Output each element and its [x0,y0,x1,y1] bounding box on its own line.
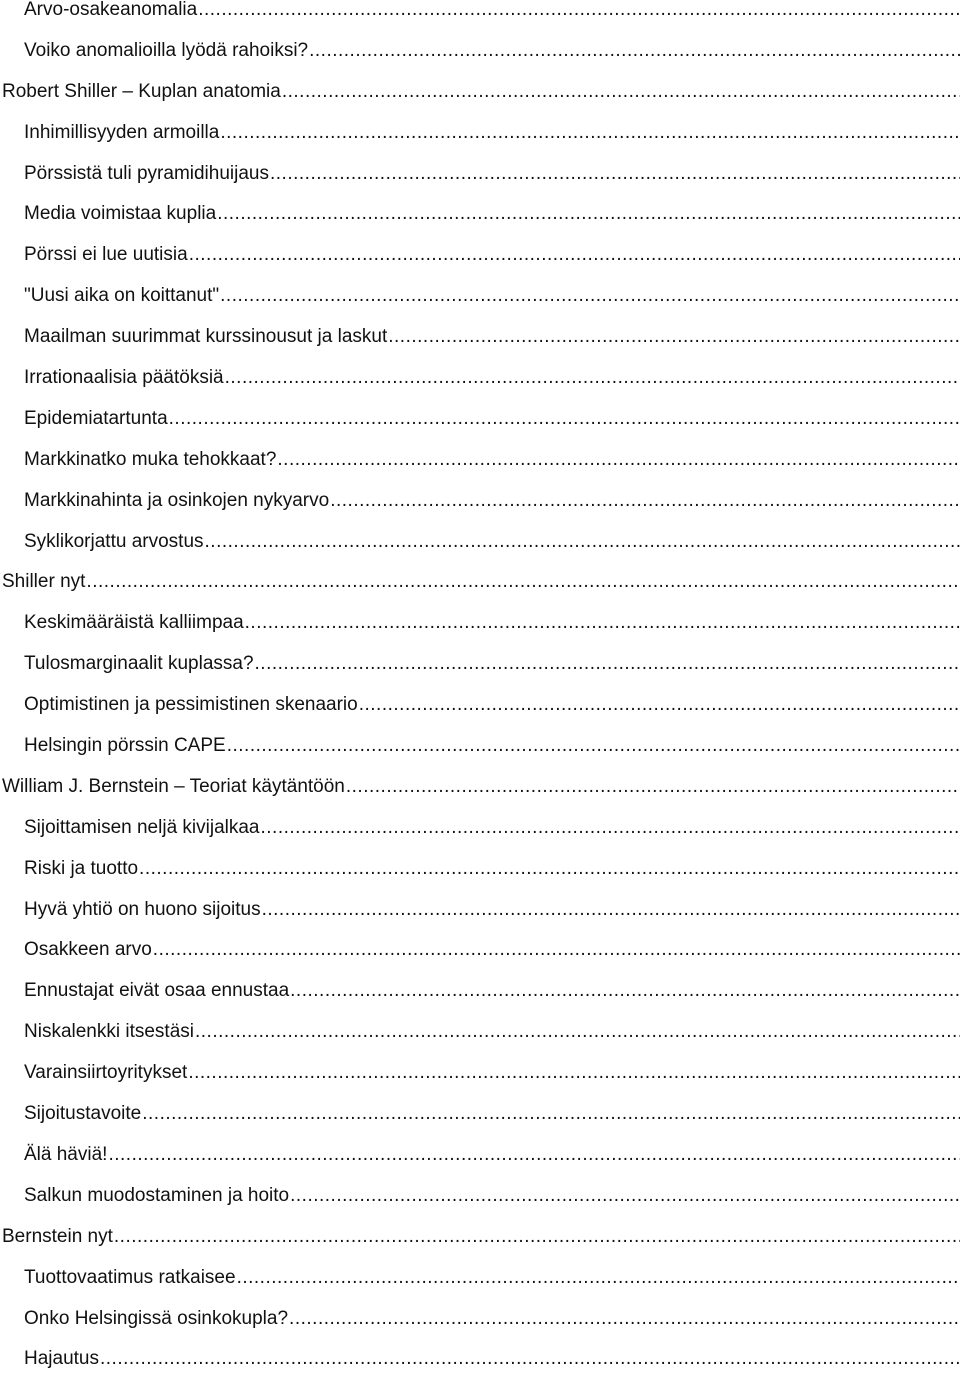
toc-dot-leader [387,317,960,358]
toc-entry-title: Niskalenkki itsestäsi [24,1012,194,1053]
toc-dot-leader [141,1094,960,1135]
toc-entry-title: Älä häviä! [24,1135,107,1176]
toc-entry-title: Maailman suurimmat kurssinousut ja laskut [24,317,387,358]
toc-entry-title: Arvo-osakeanomalia [24,0,197,31]
toc-entry-title: Markkinatko muka tehokkaat? [24,440,276,481]
toc-entry[interactable] [0,971,960,1012]
toc-dot-leader [219,276,960,317]
toc-entry[interactable] [0,562,960,603]
toc-entry[interactable] [0,399,960,440]
toc-entry[interactable] [0,72,960,113]
toc-entry[interactable] [0,767,960,808]
toc-dot-leader [152,930,960,971]
toc-entry[interactable] [0,1217,960,1258]
toc-dot-leader [276,440,960,481]
toc-entry-title: Media voimistaa kuplia [24,194,216,235]
toc-dot-leader [138,849,960,890]
toc-entry-title: Salkun muodostaminen ja hoito [24,1176,289,1217]
toc-entry[interactable] [0,1299,960,1340]
toc-dot-leader [345,767,960,808]
toc-dot-leader [288,1299,960,1340]
toc-dot-leader [329,481,960,522]
toc-entry[interactable] [0,890,960,931]
toc-entry[interactable] [0,808,960,849]
toc-dot-leader [187,1053,960,1094]
toc-entry-title: Tuottovaatimus ratkaisee [24,1258,236,1299]
toc-entry[interactable] [0,1012,960,1053]
toc-entry-title: "Uusi aika on koittanut" [24,276,219,317]
toc-dot-leader [281,72,960,113]
toc-entry-title: Helsingin pörssin CAPE [24,726,226,767]
toc-dot-leader [107,1135,960,1176]
toc-entry-title: Sijoitustavoite [24,1094,141,1135]
toc-dot-leader [289,971,960,1012]
toc-entry[interactable] [0,849,960,890]
toc-dot-leader [113,1217,960,1258]
toc-entry-title: Optimistinen ja pessimistinen skenaario [24,685,358,726]
toc-dot-leader [236,1258,960,1299]
toc-dot-leader [244,603,960,644]
toc-entry[interactable] [0,154,960,195]
toc-entry[interactable] [0,113,960,154]
toc-dot-leader [194,1012,960,1053]
toc-entry-title: Robert Shiller – Kuplan anatomia [2,72,281,113]
toc-dot-leader [224,358,960,399]
toc-dot-leader [219,113,960,154]
toc-entry[interactable] [0,1258,960,1299]
toc-dot-leader [260,808,960,849]
toc-entry[interactable] [0,644,960,685]
toc-entry-title: Varainsiirtoyritykset [24,1053,187,1094]
toc-entry[interactable] [0,1135,960,1176]
toc-entry-title: Markkinahinta ja osinkojen nykyarvo [24,481,329,522]
toc-entry-title: Pörssi ei lue uutisia [24,235,188,276]
toc-entry[interactable] [0,603,960,644]
toc-entry[interactable] [0,235,960,276]
toc-dot-leader [204,522,960,563]
toc-entry[interactable] [0,726,960,767]
toc-entry[interactable] [0,358,960,399]
toc-entry-title: Hyvä yhtiö on huono sijoitus [24,890,261,931]
toc-entry[interactable] [0,1339,960,1380]
toc-entry-title: William J. Bernstein – Teoriat käytäntöön [2,767,345,808]
toc-entry[interactable] [0,440,960,481]
toc-entry-title: Syklikorjattu arvostus [24,522,204,563]
toc-dot-leader [358,685,960,726]
toc-entry[interactable] [0,0,960,31]
toc-entry-title: Onko Helsingissä osinkokupla? [24,1299,288,1340]
toc-entry-title: Inhimillisyyden armoilla [24,113,219,154]
toc-entry-title: Irrationaalisia päätöksiä [24,358,224,399]
toc-entry-title: Keskimääräistä kalliimpaa [24,603,244,644]
toc-dot-leader [308,31,960,72]
toc-entry-title: Osakkeen arvo [24,930,152,971]
toc-entry[interactable] [0,930,960,971]
toc-dot-leader [289,1176,960,1217]
toc-entry[interactable] [0,481,960,522]
toc-dot-leader [188,235,960,276]
toc-entry[interactable] [0,522,960,563]
toc-entry[interactable] [0,1094,960,1135]
toc-dot-leader [85,562,960,603]
toc-entry-title: Sijoittamisen neljä kivijalkaa [24,808,260,849]
toc-entry-title: Shiller nyt [2,562,85,603]
toc-entry[interactable] [0,276,960,317]
toc-dot-leader [254,644,960,685]
toc-entry[interactable] [0,1176,960,1217]
toc-dot-leader [168,399,960,440]
toc-dot-leader [269,154,960,195]
toc-dot-leader [261,890,960,931]
toc-entry-title: Hajautus [24,1339,99,1380]
toc-dot-leader [197,0,960,31]
toc-entry[interactable] [0,31,960,72]
toc-dot-leader [99,1339,960,1380]
toc-entry[interactable] [0,317,960,358]
toc-entry-title: Bernstein nyt [2,1217,113,1258]
toc-entry-title: Riski ja tuotto [24,849,138,890]
toc-entry-title: Tulosmarginaalit kuplassa? [24,644,254,685]
toc-dot-leader [216,194,960,235]
toc-entry-title: Ennustajat eivät osaa ennustaa [24,971,289,1012]
toc-dot-leader [226,726,960,767]
toc-entry[interactable] [0,685,960,726]
toc-entry-title: Pörssistä tuli pyramidihuijaus [24,154,269,195]
toc-entry-title: Epidemiatartunta [24,399,168,440]
toc-entry[interactable] [0,194,960,235]
toc-entry[interactable] [0,1053,960,1094]
toc-entry-title: Voiko anomalioilla lyödä rahoiksi? [24,31,308,72]
